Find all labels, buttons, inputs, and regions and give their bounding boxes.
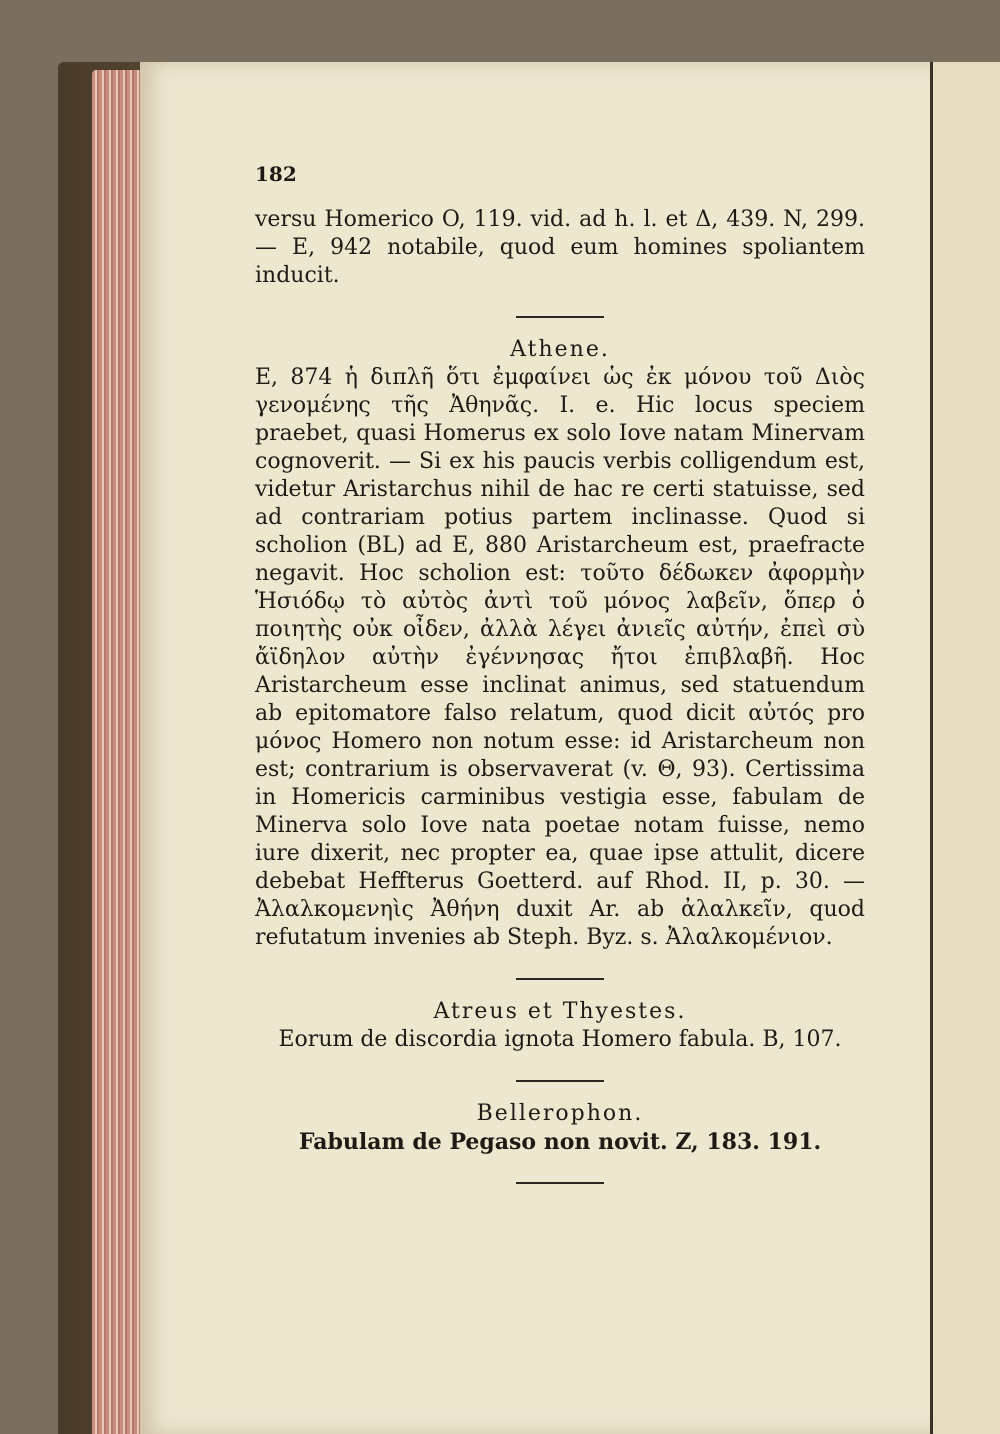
facing-page-edge [930, 62, 1000, 1434]
atreus-line: Eorum de discordia ignota Homero fabula. B, 107. [278, 1027, 842, 1052]
section-divider [516, 978, 604, 980]
athene-paragraph: E, 874 ἡ διπλῆ ὅτι ἐμφαίνει ὡς ἐκ μόνου τοῦ Διὸς γενομένης τῆς Ἀθηνᾶς. I. e. Hic locus speciem praebet, quasi Homerus ex solo Iove natam Minervam cognoverit. — Si ex his paucis verbis colligendum est, videtur Aristarchus nihil de hac re certi statuisse, sed ad contrariam potius partem inclinasse. Quod si scholion (BL) ad E, 880 Aristarcheum est, praefracte negavit. Hoc scholion est: τοῦτο δέδωκεν ἀφορμὴν Ἡσιόδῳ τὸ αὐτὸς ἀντὶ τοῦ μόνος λαβεῖν, ὅπερ ὁ ποιητὴς οὐκ οἶδεν, ἀλλὰ λέγει ἀνιεῖς αὐτήν, ἐπεὶ σὺ ἄϊδηλον αὐτὴν ἐγέννησας ἤτοι ἐπιβλαβῆ. Hoc Aristarcheum esse inclinat animus, sed statuendum ab epitomatore falso relatum, quod dicit αὐτός pro μόνος Homero non notum esse: id Aristarcheum non est; contrarium is observaverat (v. Θ, 93). Certissima in Homericis carminibus vestigia esse, fabulam de Minerva solo Iove nata poetae notam fuisse, nemo iure dixerit, nec propter ea, quae ipse attulit, dicere debebat Heffterus Goetterd. auf Rhod. II, p. 30. — Ἀλαλκομενηὶς Ἀθήνη duxit Ar. ab ἀλαλκεῖν, quod refutatum invenies ab Steph. Byz. s. Ἀλαλκομένιον. [255, 365, 865, 950]
section-heading-athene: Athene. [510, 337, 610, 362]
section-heading-bellerophon: Bellerophon. [476, 1101, 644, 1126]
page-number: 182 [255, 162, 297, 186]
bellerophon-line: Fabulam de Pegaso non novit. Z, 183. 191. [298, 1129, 822, 1155]
page-text [255, 160, 865, 1202]
section-divider [516, 1080, 604, 1082]
closing-divider [516, 1182, 604, 1184]
intro-paragraph: versu Homerico O, 119. vid. ad h. l. et Δ, 439. N, 299. — E, 942 notabile, quod eum homines spoliantem inducit. [255, 207, 865, 288]
section-divider [516, 316, 604, 318]
section-heading-atreus: Atreus et Thyestes. [433, 999, 687, 1024]
